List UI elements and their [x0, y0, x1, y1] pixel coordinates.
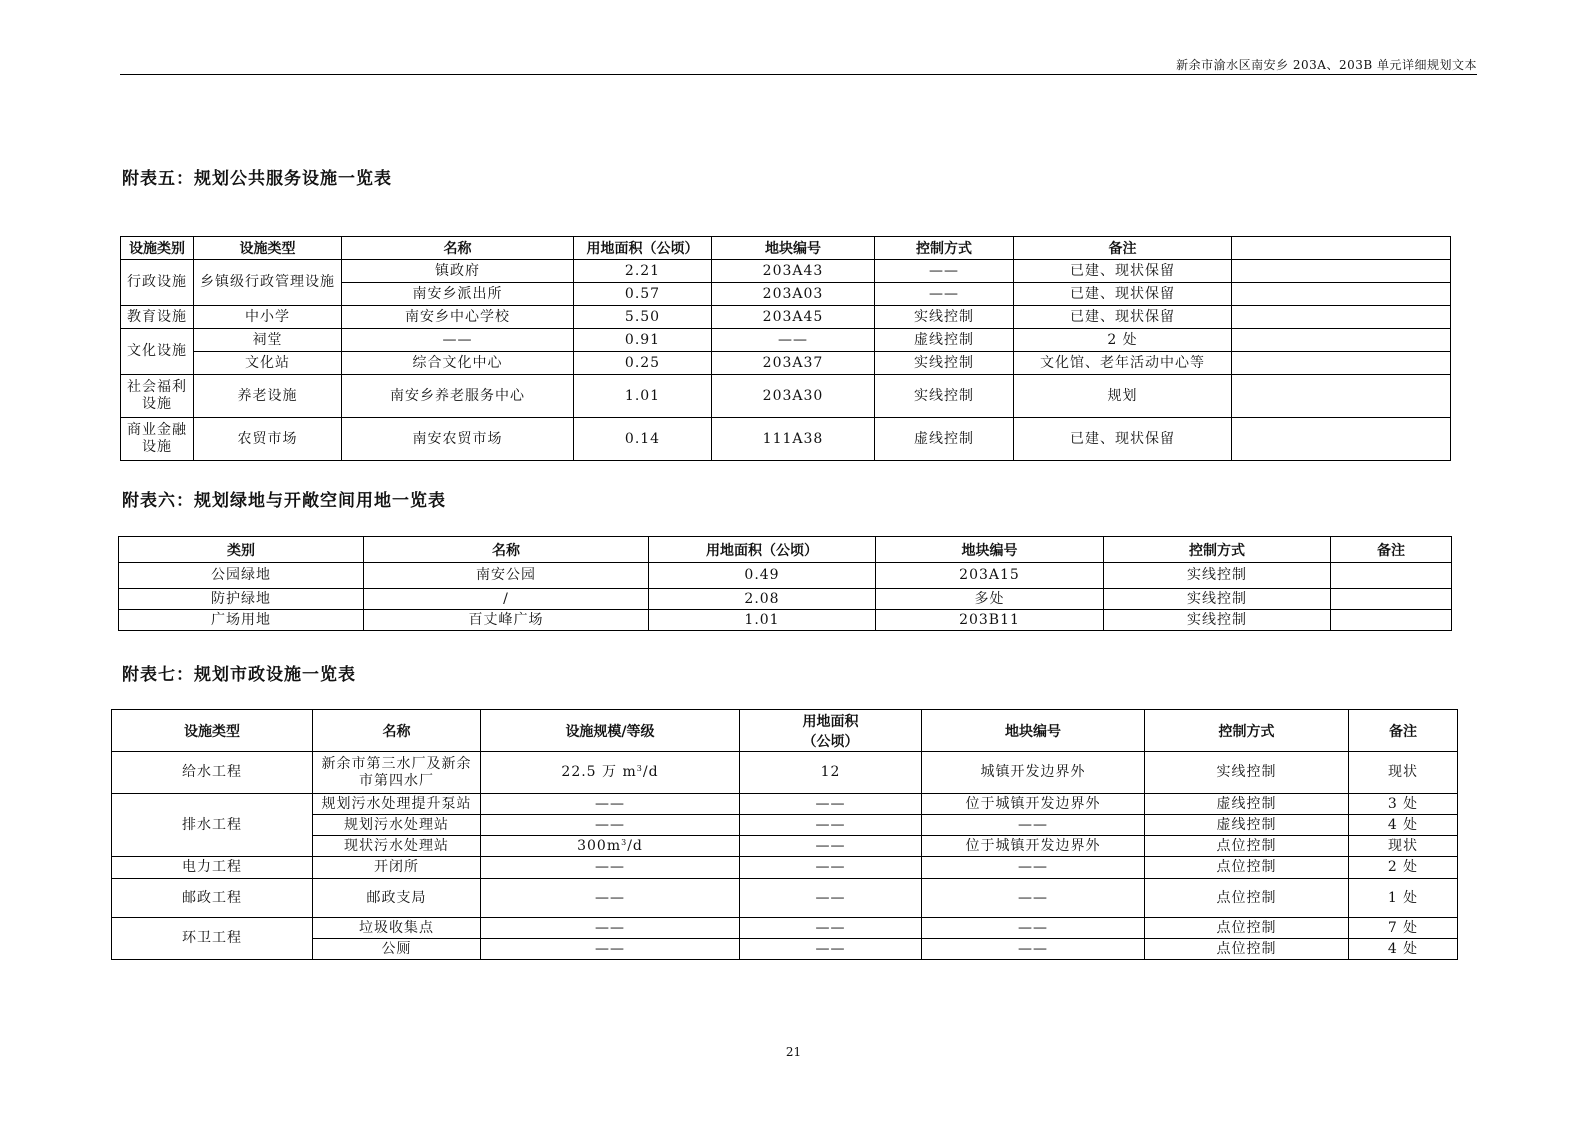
col-header-line: （公顷） [802, 733, 859, 750]
type-cell: 给水工程 [112, 752, 313, 794]
col-header: 控制方式 [875, 237, 1014, 260]
col-header: 控制方式 [1145, 710, 1349, 752]
plot-cell: —— [922, 879, 1145, 918]
col-header: 控制方式 [1104, 537, 1331, 563]
table-row [112, 794, 1458, 815]
table5-title: 附表五：规划公共服务设施一览表 [122, 169, 392, 189]
col-header: 名称 [364, 537, 649, 563]
document-header-title: 新余市渝水区南安乡 203A、203B 单元详细规划文本 [1176, 58, 1477, 72]
table-row [121, 352, 1451, 375]
control-cell: 虚线控制 [875, 329, 1014, 352]
col-header: 地块编号 [922, 710, 1145, 752]
area-cell: 0.57 [574, 283, 712, 306]
area-cell: 0.25 [574, 352, 712, 375]
table-row [112, 918, 1458, 939]
control-cell: 虚线控制 [1145, 815, 1349, 836]
area-cell: 1.01 [574, 375, 712, 418]
plot-cell: 多处 [876, 589, 1104, 610]
area-cell: —— [740, 815, 922, 836]
table-row [121, 260, 1451, 283]
table-row [119, 589, 1452, 610]
col-header: 设施规模/等级 [481, 710, 740, 752]
area-cell: 1.01 [649, 610, 876, 631]
col-header: 类别 [119, 537, 364, 563]
name-cell: 镇政府 [342, 260, 574, 283]
area-cell: 2.21 [574, 260, 712, 283]
note-cell: 已建、现状保留 [1014, 260, 1232, 283]
plot-cell: 203A30 [712, 375, 875, 418]
scale-cell: —— [481, 815, 740, 836]
category-line: 设施 [142, 439, 172, 455]
note-cell [1331, 610, 1452, 631]
note-cell: 已建、现状保留 [1014, 306, 1232, 329]
control-cell: 点位控制 [1145, 918, 1349, 939]
scale-cell: —— [481, 918, 740, 939]
name-cell: 规划污水处理站 [313, 815, 481, 836]
category-cell [121, 418, 194, 461]
category-cell: 防护绿地 [119, 589, 364, 610]
plot-cell: 203A43 [712, 260, 875, 283]
control-cell: 实线控制 [875, 375, 1014, 418]
control-cell: 实线控制 [875, 306, 1014, 329]
note-cell: 已建、现状保留 [1014, 283, 1232, 306]
col-header: 设施类型 [194, 237, 342, 260]
table-row [112, 879, 1458, 918]
type-cell: 电力工程 [112, 857, 313, 879]
name-cell: 南安乡中心学校 [342, 306, 574, 329]
col-header: 设施类别 [121, 237, 194, 260]
category-line: 设施 [142, 396, 172, 412]
name-cell: / [364, 589, 649, 610]
category-line: 商业金融 [127, 422, 187, 438]
col-header: 名称 [313, 710, 481, 752]
category-cell [121, 375, 194, 418]
plot-cell: 城镇开发边界外 [922, 752, 1145, 794]
empty-cell [1232, 283, 1451, 306]
name-line: 市第四水厂 [359, 772, 434, 789]
name-cell: 南安公园 [364, 563, 649, 589]
plot-cell: —— [922, 918, 1145, 939]
control-cell: —— [875, 283, 1014, 306]
table-row [112, 815, 1458, 836]
empty-cell [1232, 306, 1451, 329]
name-cell: 开闭所 [313, 857, 481, 879]
scale-value: 22.5 万 m [561, 764, 637, 780]
note-cell [1331, 589, 1452, 610]
empty-cell [1232, 418, 1451, 461]
scale-cell: —— [481, 794, 740, 815]
scale-exponent: 3 [621, 837, 628, 847]
page-number: 21 [785, 1045, 802, 1059]
green-space-table [118, 536, 1452, 631]
col-header [1232, 237, 1451, 260]
table7-title: 附表七：规划市政设施一览表 [122, 665, 356, 685]
scale-cell [481, 836, 740, 857]
note-cell: 2 处 [1014, 329, 1232, 352]
area-cell: —— [740, 918, 922, 939]
name-cell: 邮政支局 [313, 879, 481, 918]
type-cell: 祠堂 [194, 329, 342, 352]
area-cell: 0.14 [574, 418, 712, 461]
type-cell: 排水工程 [112, 794, 313, 857]
control-cell: —— [875, 260, 1014, 283]
type-cell: 文化站 [194, 352, 342, 375]
note-cell: 规划 [1014, 375, 1232, 418]
area-cell: 2.08 [649, 589, 876, 610]
note-cell: 1 处 [1349, 879, 1458, 918]
scale-value: 300m [577, 837, 622, 854]
empty-cell [1232, 375, 1451, 418]
col-header: 设施类型 [112, 710, 313, 752]
name-cell: 百丈峰广场 [364, 610, 649, 631]
table-row [112, 836, 1458, 857]
area-cell: —— [740, 879, 922, 918]
plot-cell: 位于城镇开发边界外 [922, 836, 1145, 857]
empty-cell [1232, 260, 1451, 283]
plot-cell: 111A38 [712, 418, 875, 461]
scale-exponent: 3 [636, 764, 643, 773]
category-cell: 广场用地 [119, 610, 364, 631]
table-header-row [112, 710, 1458, 752]
note-cell: 4 处 [1349, 815, 1458, 836]
category-line: 社会福利 [127, 379, 187, 395]
area-cell: —— [740, 836, 922, 857]
table-header-row [119, 537, 1452, 563]
scale-cell: —— [481, 857, 740, 879]
note-cell: 现状 [1349, 836, 1458, 857]
control-cell: 虚线控制 [875, 418, 1014, 461]
table-row [121, 329, 1451, 352]
area-cell: —— [740, 857, 922, 879]
category-cell: 公园绿地 [119, 563, 364, 589]
name-cell: —— [342, 329, 574, 352]
col-header [740, 710, 922, 752]
name-cell [313, 752, 481, 794]
name-cell: 南安农贸市场 [342, 418, 574, 461]
plot-cell: 203A45 [712, 306, 875, 329]
table-row [121, 375, 1451, 418]
scale-unit: /d [642, 764, 659, 780]
name-cell: 公厕 [313, 939, 481, 960]
note-cell: 3 处 [1349, 794, 1458, 815]
plot-cell: 203A03 [712, 283, 875, 306]
col-header: 用地面积（公顷） [649, 537, 876, 563]
control-cell: 点位控制 [1145, 939, 1349, 960]
note-cell: 2 处 [1349, 857, 1458, 879]
control-cell: 虚线控制 [1145, 794, 1349, 815]
table-header-row [121, 237, 1451, 260]
empty-cell [1232, 329, 1451, 352]
col-header: 地块编号 [876, 537, 1104, 563]
empty-cell [1232, 352, 1451, 375]
type-cell: 中小学 [194, 306, 342, 329]
note-cell: 文化馆、老年活动中心等 [1014, 352, 1232, 375]
area-cell: 12 [740, 752, 922, 794]
type-cell: 邮政工程 [112, 879, 313, 918]
col-header: 用地面积（公顷） [574, 237, 712, 260]
table-row [121, 418, 1451, 461]
scale-cell [481, 752, 740, 794]
category-cell: 行政设施 [121, 260, 194, 306]
table-row [119, 610, 1452, 631]
control-cell: 实线控制 [1104, 589, 1331, 610]
col-header: 备注 [1349, 710, 1458, 752]
note-cell: 现状 [1349, 752, 1458, 794]
plot-cell: —— [712, 329, 875, 352]
plot-cell: 203B11 [876, 610, 1104, 631]
type-cell: 农贸市场 [194, 418, 342, 461]
type-cell: 乡镇级行政管理设施 [194, 260, 342, 306]
plot-cell: —— [922, 939, 1145, 960]
table-row [119, 563, 1452, 589]
table-row [121, 306, 1451, 329]
note-cell: 已建、现状保留 [1014, 418, 1232, 461]
control-cell: 实线控制 [1145, 752, 1349, 794]
col-header-line: 用地面积 [802, 713, 859, 730]
control-cell: 实线控制 [1104, 610, 1331, 631]
type-cell: 环卫工程 [112, 918, 313, 960]
control-cell: 实线控制 [1104, 563, 1331, 589]
area-cell: —— [740, 794, 922, 815]
table-row [112, 857, 1458, 879]
name-cell: 南安乡派出所 [342, 283, 574, 306]
col-header: 地块编号 [712, 237, 875, 260]
header-divider [120, 74, 1477, 75]
category-cell: 文化设施 [121, 329, 194, 375]
public-service-facilities-table [120, 236, 1451, 461]
plot-cell: 203A37 [712, 352, 875, 375]
note-cell: 7 处 [1349, 918, 1458, 939]
plot-cell: —— [922, 857, 1145, 879]
name-cell: 南安乡养老服务中心 [342, 375, 574, 418]
area-cell: 5.50 [574, 306, 712, 329]
table-row [112, 752, 1458, 794]
plot-cell: 203A15 [876, 563, 1104, 589]
area-cell: —— [740, 939, 922, 960]
scale-cell: —— [481, 879, 740, 918]
scale-cell: —— [481, 939, 740, 960]
table6-title: 附表六：规划绿地与开敞空间用地一览表 [122, 491, 446, 511]
type-cell: 养老设施 [194, 375, 342, 418]
municipal-facilities-table [111, 709, 1458, 960]
control-cell: 点位控制 [1145, 879, 1349, 918]
name-cell: 规划污水处理提升泵站 [313, 794, 481, 815]
area-cell: 0.91 [574, 329, 712, 352]
plot-cell: 位于城镇开发边界外 [922, 794, 1145, 815]
note-cell [1331, 563, 1452, 589]
scale-unit: /d [627, 837, 643, 854]
note-cell: 4 处 [1349, 939, 1458, 960]
name-cell: 综合文化中心 [342, 352, 574, 375]
col-header: 名称 [342, 237, 574, 260]
col-header: 备注 [1331, 537, 1452, 563]
control-cell: 实线控制 [875, 352, 1014, 375]
name-cell: 垃圾收集点 [313, 918, 481, 939]
name-line: 新余市第三水厂及新余 [321, 755, 472, 772]
control-cell: 点位控制 [1145, 836, 1349, 857]
control-cell: 点位控制 [1145, 857, 1349, 879]
area-cell: 0.49 [649, 563, 876, 589]
plot-cell: —— [922, 815, 1145, 836]
table-row [112, 939, 1458, 960]
category-cell: 教育设施 [121, 306, 194, 329]
name-cell: 现状污水处理站 [313, 836, 481, 857]
col-header: 备注 [1014, 237, 1232, 260]
